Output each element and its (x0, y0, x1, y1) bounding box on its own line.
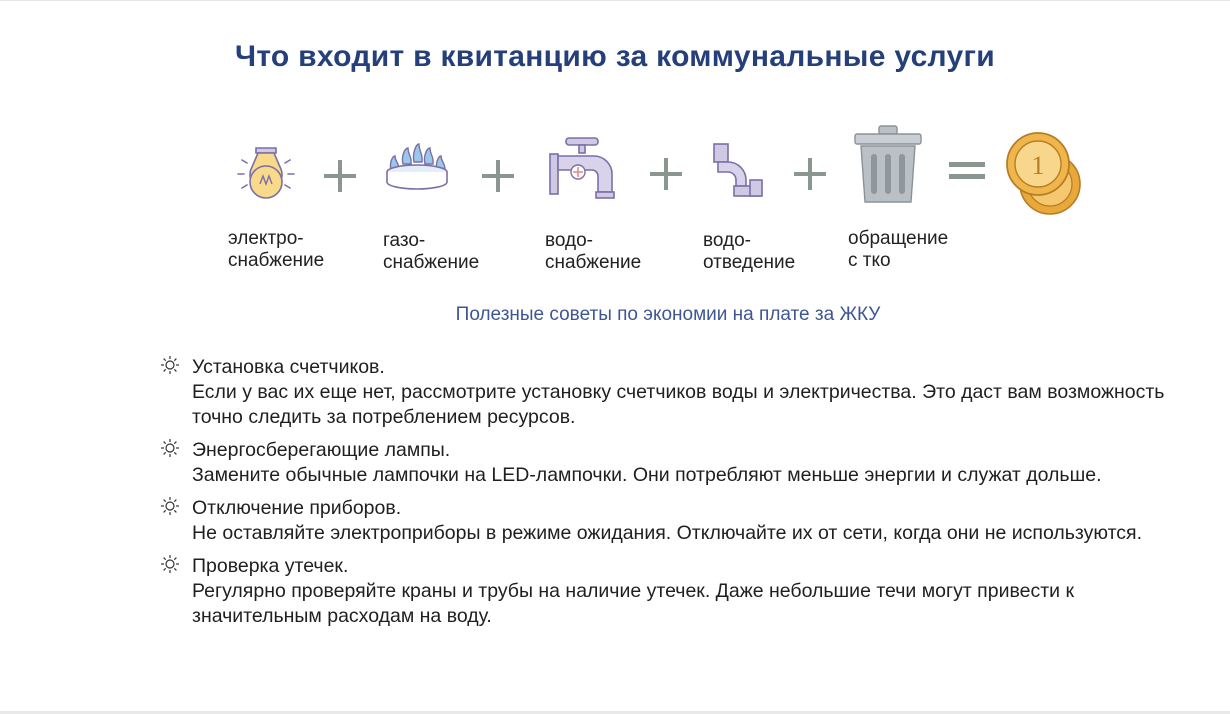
coin-label: 1 (1031, 151, 1045, 180)
list-item (160, 554, 1200, 629)
sun-bullet-icon (160, 496, 180, 516)
caption-line: снабжение (228, 250, 325, 271)
page-title: Что входит в квитанцию за коммунальные услуги (234, 40, 996, 73)
caption-waste (848, 228, 948, 272)
caption-line: водо- (545, 230, 594, 251)
tip-heading: Установка счетчиков. (192, 356, 385, 378)
tip-text: Регулярно проверяйте краны и трубы на наличие утечек. Даже небольшие течи могут привести к значительным расходам на воду. (192, 580, 1074, 627)
list-item (160, 496, 1200, 546)
caption-line: с тко (848, 250, 891, 271)
tip-text: Замените обычные лампочки на LED-лампочки. Они потребляют меньше энергии и служат дольше. (192, 464, 1102, 486)
caption-water-supply (545, 230, 641, 274)
tips-list (160, 355, 1200, 637)
plus-icon (322, 158, 358, 194)
plus-icon (480, 158, 516, 194)
plus-icon (792, 156, 828, 192)
plus-icon (648, 156, 684, 192)
caption-line: снабжение (545, 252, 642, 273)
sun-bullet-icon (160, 355, 180, 375)
caption-line: обращение (848, 228, 949, 249)
lightbulb-icon (232, 140, 300, 206)
trash-bin-icon (853, 124, 923, 206)
caption-line: электро- (228, 228, 304, 249)
sun-bullet-icon (160, 438, 180, 458)
section-subtitle: Полезные советы по экономии на плате за ЖКУ (455, 304, 881, 325)
caption-line: снабжение (383, 252, 480, 273)
gas-burner-icon (383, 140, 451, 198)
equals-icon (947, 156, 987, 186)
sun-bullet-icon (160, 554, 180, 574)
caption-water-disposal (703, 230, 795, 274)
list-item (160, 438, 1200, 488)
caption-gas (383, 230, 479, 274)
tip-heading: Отключение приборов. (192, 497, 402, 519)
tip-text: Не оставляйте электроприборы в режиме ожидания. Отключайте их от сети, когда они не используются. (192, 522, 1143, 544)
caption-electricity (228, 228, 324, 272)
tip-text: Если у вас их еще нет, рассмотрите установку счетчиков воды и электричества. Это даст вам возможность точно следить за потреблением ресурсов. (192, 381, 1165, 428)
caption-line: отведение (703, 252, 796, 273)
water-tap-icon (546, 134, 618, 202)
tip-heading: Энергосберегающие лампы. (192, 439, 451, 461)
caption-line: газо- (383, 230, 426, 251)
coins-icon (1004, 130, 1088, 218)
list-item (160, 355, 1200, 430)
tip-heading: Проверка утечек. (192, 555, 349, 577)
drain-pipe-icon (710, 140, 766, 200)
caption-line: водо- (703, 230, 752, 251)
